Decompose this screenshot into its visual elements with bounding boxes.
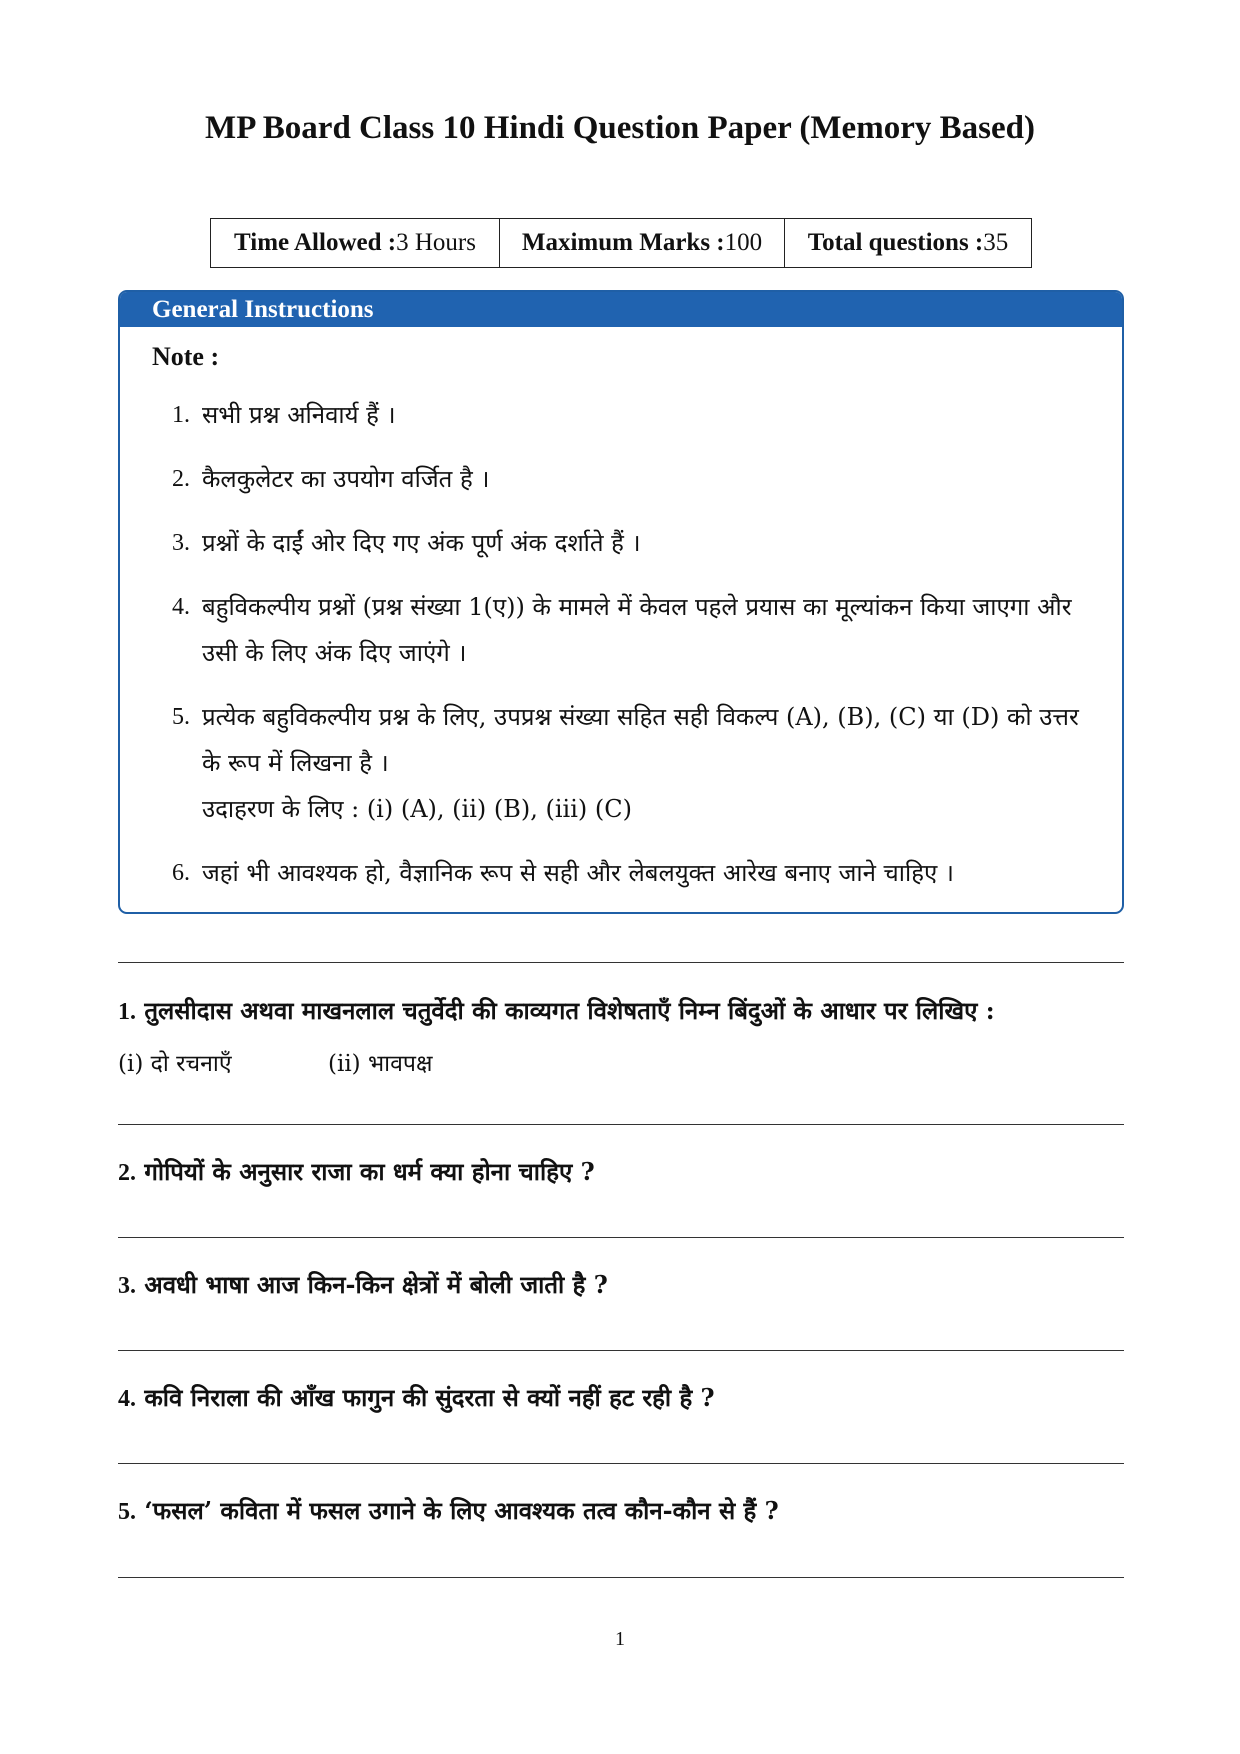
question-number: 3.: [118, 1273, 136, 1299]
instruction-example: उदाहरण के लिए : (i) (A), (ii) (B), (iii) (C): [202, 795, 632, 823]
instruction-item: [172, 456, 1102, 502]
time-allowed-cell: [211, 219, 500, 267]
note-label: Note :: [152, 342, 220, 371]
instruction-number: 1.: [172, 402, 190, 428]
instruction-text: प्रत्येक बहुविकल्पीय प्रश्न के लिए, उपप्रश्न संख्या सहित सही विकल्प (A), (B), (C) या (D) को उत्तर के रूप में लिखना है ।: [202, 703, 1079, 777]
divider: [118, 1237, 1124, 1238]
instruction-item: [172, 694, 1102, 832]
instruction-number: 4.: [172, 594, 190, 620]
instruction-number: 5.: [172, 704, 190, 730]
instruction-item: [172, 520, 1102, 566]
question-text: गोपियों के अनुसार राजा का धर्म क्या होना चाहिए ?: [144, 1157, 595, 1186]
question-1-subparts: [118, 1046, 432, 1078]
instruction-item: [172, 392, 1102, 438]
question-3: [118, 1268, 1128, 1301]
question-text: तुलसीदास अथवा माखनलाल चतुर्वेदी की काव्यगत विशेषताएँ निम्न बिंदुओं के आधार पर लिखिए :: [144, 996, 995, 1025]
max-marks-cell: [500, 219, 785, 267]
total-questions-value: 35: [983, 229, 1009, 256]
max-marks-value: 100: [724, 229, 763, 256]
question-number: 2.: [118, 1160, 136, 1186]
time-allowed-value: 3 Hours: [396, 229, 476, 256]
instructions-heading: General Instructions: [120, 292, 1122, 327]
total-questions-label: Total questions :: [807, 229, 984, 256]
instruction-number: 2.: [172, 466, 190, 492]
divider: [118, 1577, 1124, 1578]
question-1: [118, 994, 1128, 1027]
exam-info-table: [210, 218, 1032, 268]
instruction-text: सभी प्रश्न अनिवार्य हैं ।: [202, 401, 396, 429]
instruction-item: [172, 850, 1102, 896]
general-instructions-box: [118, 290, 1124, 914]
question-text: ‘फसल’ कविता में फसल उगाने के लिए आवश्यक तत्व कौन-कौन से हैं ?: [144, 1496, 779, 1525]
instruction-number: 6.: [172, 860, 190, 886]
subpart-2: (ii) भावपक्ष: [328, 1051, 433, 1077]
question-number: 4.: [118, 1386, 136, 1412]
question-5: [118, 1494, 1128, 1527]
max-marks-label: Maximum Marks :: [521, 229, 725, 256]
page-number: 1: [615, 1628, 625, 1650]
divider: [118, 1463, 1124, 1464]
subpart-1: (i) दो रचनाएँ: [118, 1051, 232, 1077]
question-4: [118, 1381, 1128, 1414]
instruction-text: बहुविकल्पीय प्रश्नों (प्रश्न संख्या 1(ए)) के मामले में केवल पहले प्रयास का मूल्यांकन किया जाएगा और उसी के लिए अंक दिए जाएंगे ।: [202, 593, 1072, 667]
divider: [118, 1350, 1124, 1351]
instruction-text: कैलकुलेटर का उपयोग वर्जित है ।: [202, 465, 490, 493]
instruction-item: [172, 584, 1102, 676]
question-2: [118, 1155, 1128, 1188]
divider: [118, 962, 1124, 963]
question-number: 5.: [118, 1499, 136, 1525]
paper-title: MP Board Class 10 Hindi Question Paper (Memory Based): [205, 110, 1035, 146]
instruction-text-block: [202, 694, 1102, 832]
instruction-number: 3.: [172, 530, 190, 556]
total-questions-cell: [785, 219, 1031, 267]
question-text: अवधी भाषा आज किन-किन क्षेत्रों में बोली जाती है ?: [144, 1270, 608, 1299]
instruction-text: जहां भी आवश्यक हो, वैज्ञानिक रूप से सही और लेबलयुक्त आरेख बनाए जाने चाहिए ।: [202, 859, 954, 887]
question-number: 1.: [118, 999, 136, 1025]
instruction-text: प्रश्नों के दाईं ओर दिए गए अंक पूर्ण अंक दर्शाते हैं ।: [202, 529, 641, 557]
instructions-list: [172, 392, 1102, 914]
time-allowed-label: Time Allowed :: [234, 229, 397, 256]
divider: [118, 1124, 1124, 1125]
question-text: कवि निराला की आँख फागुन की सुंदरता से क्यों नहीं हट रही है ?: [144, 1383, 715, 1412]
